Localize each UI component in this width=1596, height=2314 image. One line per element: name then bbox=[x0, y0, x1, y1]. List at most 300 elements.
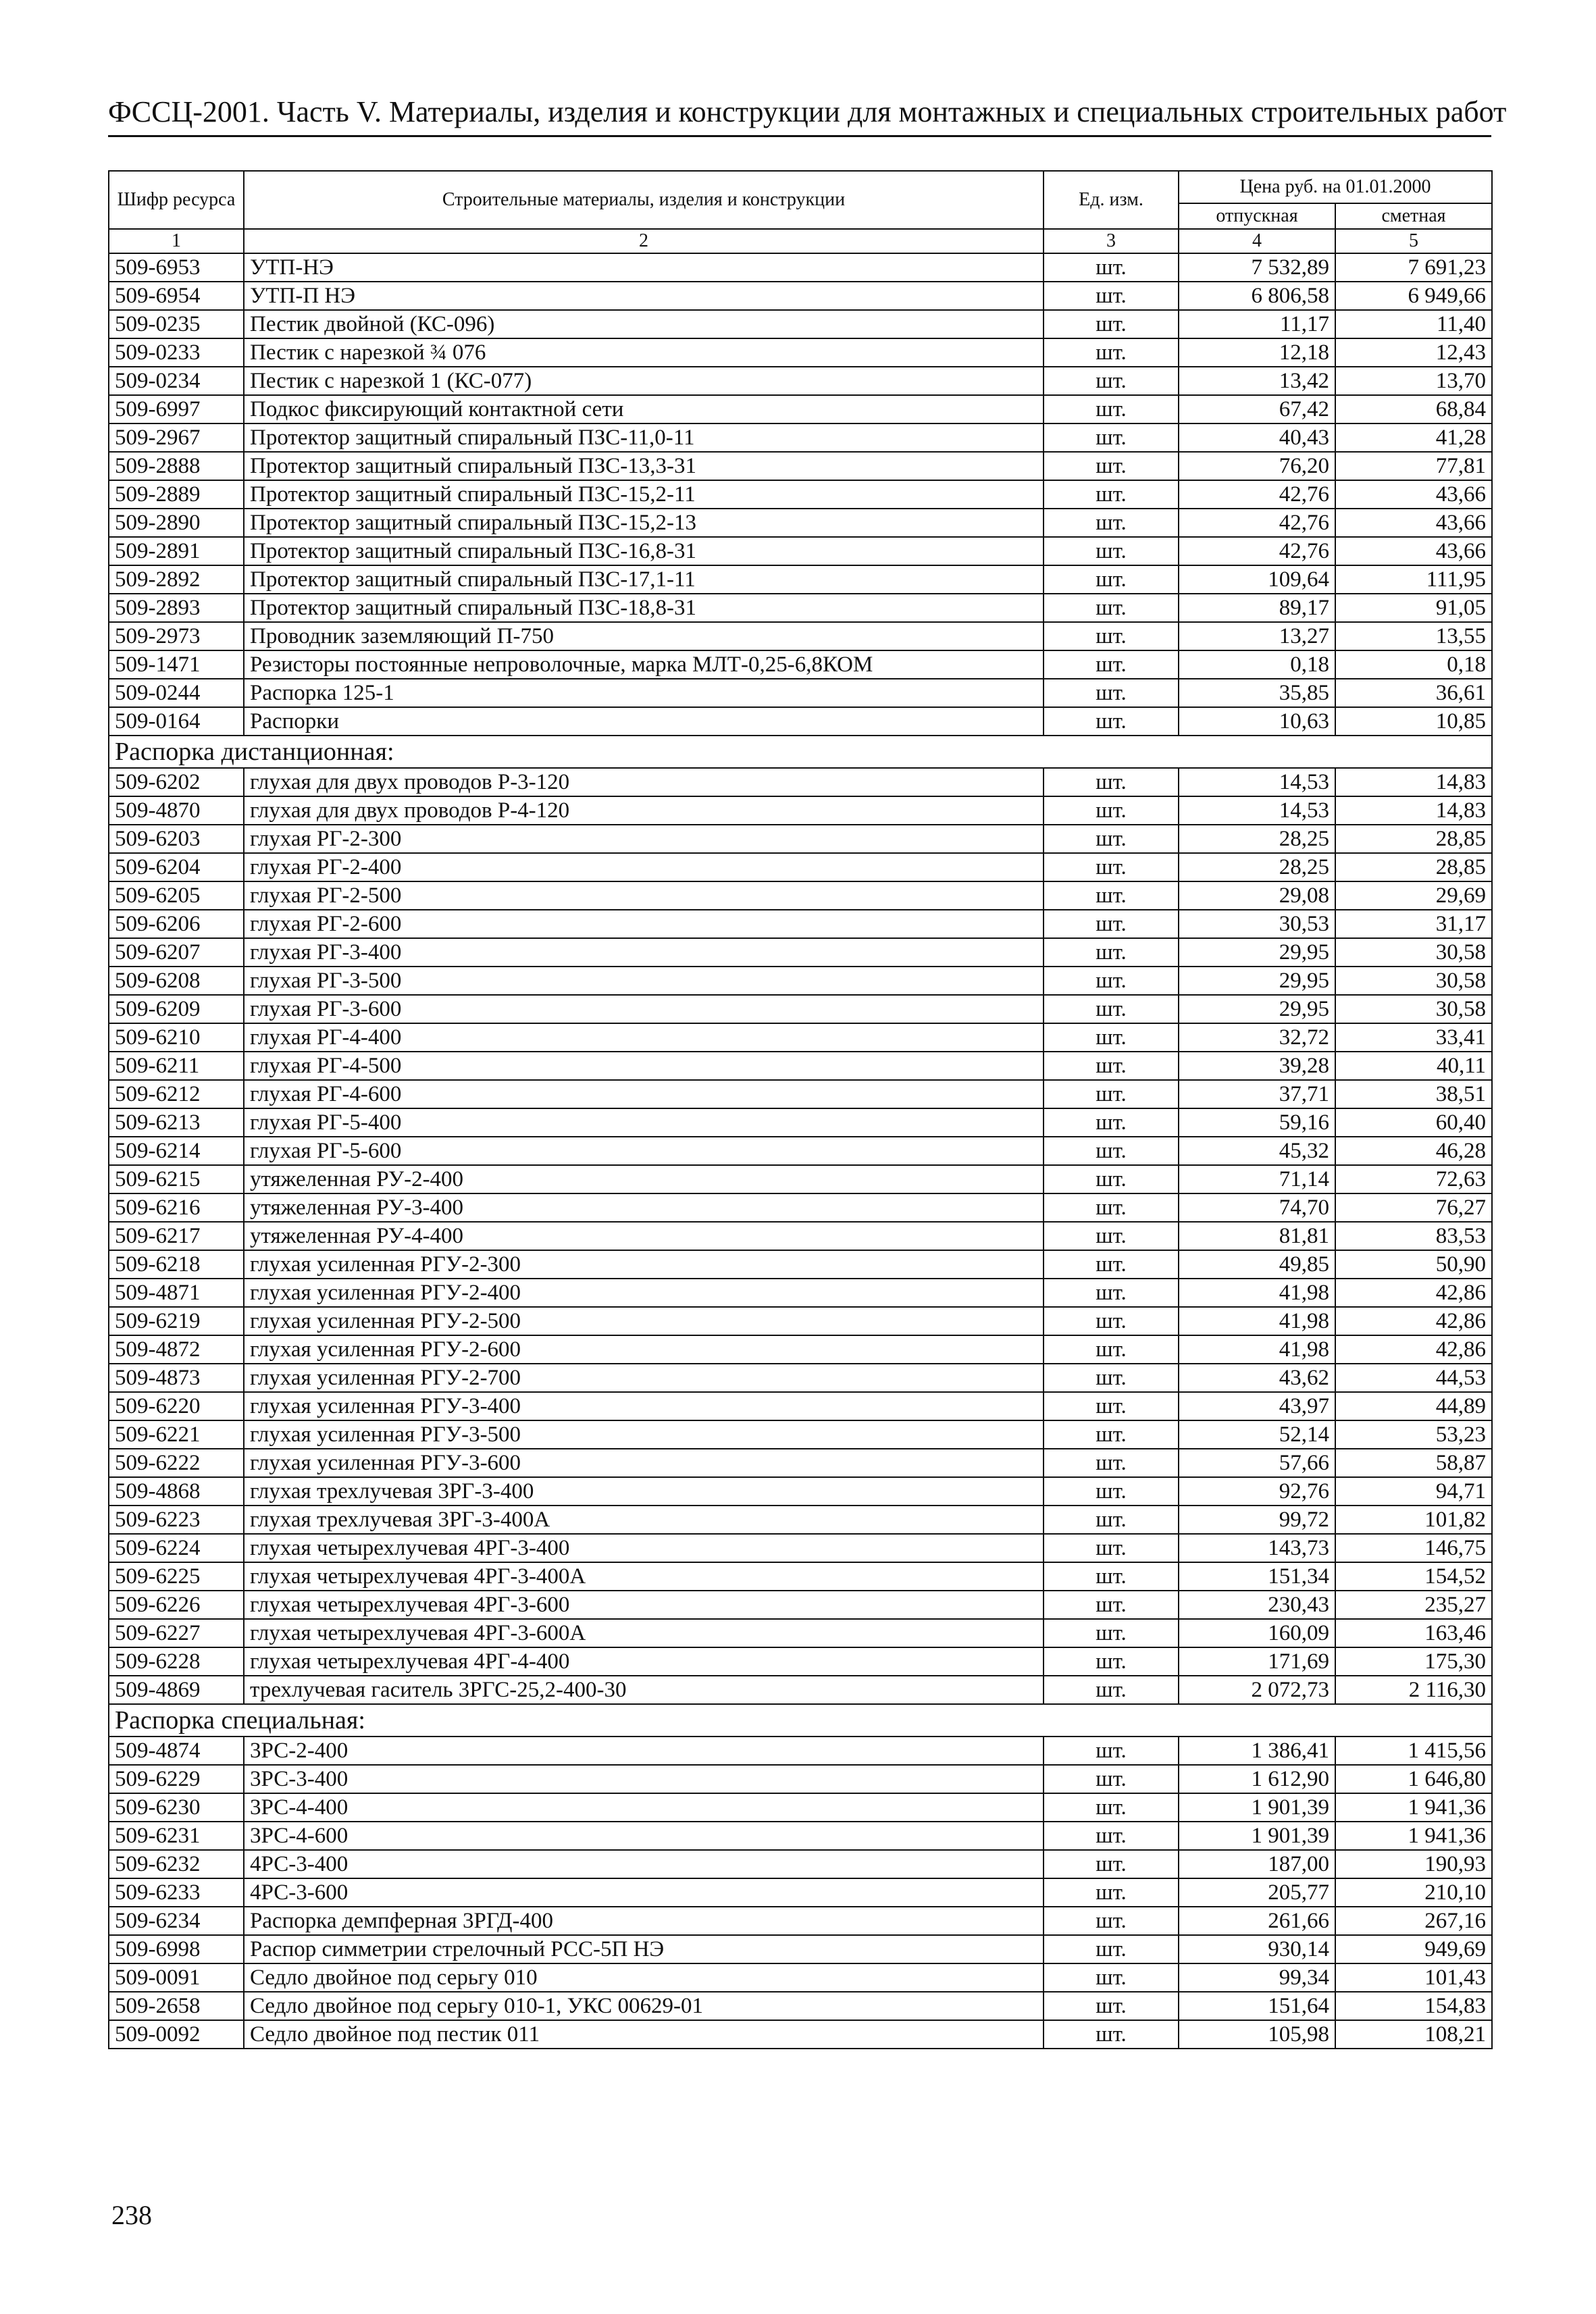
estimate-price: 1 941,36 bbox=[1335, 1822, 1492, 1850]
estimate-price: 0,18 bbox=[1335, 650, 1492, 679]
estimate-price: 154,83 bbox=[1335, 1992, 1492, 2020]
release-price: 59,16 bbox=[1179, 1108, 1335, 1137]
resource-code: 509-6207 bbox=[109, 938, 244, 967]
resource-code: 509-6224 bbox=[109, 1534, 244, 1562]
estimate-price: 43,66 bbox=[1335, 537, 1492, 565]
table-row bbox=[109, 367, 1492, 395]
table-row bbox=[109, 310, 1492, 338]
material-name: глухая РГ-4-600 bbox=[244, 1080, 1044, 1108]
material-name: глухая трехлучевая 3РГ-3-400 bbox=[244, 1477, 1044, 1506]
release-price: 49,85 bbox=[1179, 1250, 1335, 1279]
release-price: 89,17 bbox=[1179, 594, 1335, 622]
estimate-price: 267,16 bbox=[1335, 1907, 1492, 1935]
material-name: глухая РГ-5-600 bbox=[244, 1137, 1044, 1165]
unit-of-measure: шт. bbox=[1044, 1850, 1179, 1878]
release-price: 1 386,41 bbox=[1179, 1737, 1335, 1765]
table-row bbox=[109, 1420, 1492, 1449]
estimate-price: 83,53 bbox=[1335, 1222, 1492, 1250]
resource-code: 509-2891 bbox=[109, 537, 244, 565]
resource-code: 509-0092 bbox=[109, 2020, 244, 2049]
release-price: 10,63 bbox=[1179, 707, 1335, 736]
resource-code: 509-6222 bbox=[109, 1449, 244, 1477]
resource-code: 509-6219 bbox=[109, 1307, 244, 1335]
unit-of-measure: шт. bbox=[1044, 796, 1179, 825]
resource-code: 509-6211 bbox=[109, 1052, 244, 1080]
column-number: 5 bbox=[1335, 229, 1492, 253]
material-name: глухая РГ-4-400 bbox=[244, 1023, 1044, 1052]
resource-code: 509-0235 bbox=[109, 310, 244, 338]
material-name: Пестик с нарезкой 1 (КС-077) bbox=[244, 367, 1044, 395]
unit-of-measure: шт. bbox=[1044, 1506, 1179, 1534]
release-price: 30,53 bbox=[1179, 910, 1335, 938]
table-row bbox=[109, 622, 1492, 650]
table-row bbox=[109, 650, 1492, 679]
estimate-price: 60,40 bbox=[1335, 1108, 1492, 1137]
unit-of-measure: шт. bbox=[1044, 1137, 1179, 1165]
column-number: 3 bbox=[1044, 229, 1179, 253]
estimate-price: 7 691,23 bbox=[1335, 253, 1492, 282]
unit-of-measure: шт. bbox=[1044, 881, 1179, 910]
unit-of-measure: шт. bbox=[1044, 995, 1179, 1023]
table-row bbox=[109, 2020, 1492, 2049]
release-price: 11,17 bbox=[1179, 310, 1335, 338]
release-price: 205,77 bbox=[1179, 1878, 1335, 1907]
table-row bbox=[109, 1822, 1492, 1850]
column-number: 4 bbox=[1179, 229, 1335, 253]
resource-code: 509-6225 bbox=[109, 1562, 244, 1591]
material-name: Протектор защитный спиральный ПЗС-15,2-11 bbox=[244, 480, 1044, 509]
table-row bbox=[109, 480, 1492, 509]
unit-of-measure: шт. bbox=[1044, 537, 1179, 565]
release-price: 92,76 bbox=[1179, 1477, 1335, 1506]
table-row bbox=[109, 1250, 1492, 1279]
unit-of-measure: шт. bbox=[1044, 509, 1179, 537]
table-row bbox=[109, 938, 1492, 967]
resource-code: 509-2967 bbox=[109, 423, 244, 452]
unit-of-measure: шт. bbox=[1044, 1023, 1179, 1052]
estimate-price: 10,85 bbox=[1335, 707, 1492, 736]
resource-code: 509-6953 bbox=[109, 253, 244, 282]
estimate-price: 38,51 bbox=[1335, 1080, 1492, 1108]
estimate-price: 11,40 bbox=[1335, 310, 1492, 338]
estimate-price: 94,71 bbox=[1335, 1477, 1492, 1506]
estimate-price: 28,85 bbox=[1335, 825, 1492, 853]
unit-of-measure: шт. bbox=[1044, 338, 1179, 367]
unit-of-measure: шт. bbox=[1044, 1591, 1179, 1619]
material-name: глухая РГ-2-400 bbox=[244, 853, 1044, 881]
material-name: 3РС-4-400 bbox=[244, 1793, 1044, 1822]
col-code-header: Шифр ресурса bbox=[109, 171, 244, 229]
release-price: 2 072,73 bbox=[1179, 1676, 1335, 1704]
unit-of-measure: шт. bbox=[1044, 1307, 1179, 1335]
resource-code: 509-6218 bbox=[109, 1250, 244, 1279]
unit-of-measure: шт. bbox=[1044, 1250, 1179, 1279]
resource-code: 509-0233 bbox=[109, 338, 244, 367]
release-price: 930,14 bbox=[1179, 1935, 1335, 1963]
resource-code: 509-4873 bbox=[109, 1364, 244, 1392]
estimate-price: 43,66 bbox=[1335, 480, 1492, 509]
section-row bbox=[109, 1704, 1492, 1737]
material-name: Распорка 125-1 bbox=[244, 679, 1044, 707]
estimate-price: 29,69 bbox=[1335, 881, 1492, 910]
material-name: глухая усиленная РГУ-2-400 bbox=[244, 1279, 1044, 1307]
resource-code: 509-6229 bbox=[109, 1765, 244, 1793]
estimate-price: 44,89 bbox=[1335, 1392, 1492, 1420]
estimate-price: 30,58 bbox=[1335, 938, 1492, 967]
resource-code: 509-6209 bbox=[109, 995, 244, 1023]
estimate-price: 190,93 bbox=[1335, 1850, 1492, 1878]
unit-of-measure: шт. bbox=[1044, 1822, 1179, 1850]
table-row bbox=[109, 537, 1492, 565]
material-name: глухая четырехлучевая 4РГ-3-400А bbox=[244, 1562, 1044, 1591]
resource-code: 509-6233 bbox=[109, 1878, 244, 1907]
section-title: Распорка дистанционная: bbox=[109, 736, 1492, 768]
material-name: Седло двойное под пестик 011 bbox=[244, 2020, 1044, 2049]
column-number: 2 bbox=[244, 229, 1044, 253]
release-price: 1 612,90 bbox=[1179, 1765, 1335, 1793]
release-price: 52,14 bbox=[1179, 1420, 1335, 1449]
release-price: 7 532,89 bbox=[1179, 253, 1335, 282]
material-name: Подкос фиксирующий контактной сети bbox=[244, 395, 1044, 423]
table-row bbox=[109, 282, 1492, 310]
release-price: 12,18 bbox=[1179, 338, 1335, 367]
table-row bbox=[109, 967, 1492, 995]
material-name: Протектор защитный спиральный ПЗС-11,0-11 bbox=[244, 423, 1044, 452]
table-row bbox=[109, 1449, 1492, 1477]
release-price: 29,95 bbox=[1179, 967, 1335, 995]
release-price: 6 806,58 bbox=[1179, 282, 1335, 310]
estimate-price: 154,52 bbox=[1335, 1562, 1492, 1591]
material-name: глухая РГ-3-500 bbox=[244, 967, 1044, 995]
unit-of-measure: шт. bbox=[1044, 1420, 1179, 1449]
material-name: глухая четырехлучевая 4РГ-3-600А bbox=[244, 1619, 1044, 1647]
table-row bbox=[109, 1222, 1492, 1250]
material-name: утяжеленная РУ-3-400 bbox=[244, 1193, 1044, 1222]
material-name: глухая усиленная РГУ-2-700 bbox=[244, 1364, 1044, 1392]
unit-of-measure: шт. bbox=[1044, 1907, 1179, 1935]
unit-of-measure: шт. bbox=[1044, 1193, 1179, 1222]
table-row bbox=[109, 825, 1492, 853]
release-price: 99,34 bbox=[1179, 1963, 1335, 1992]
table-row bbox=[109, 1850, 1492, 1878]
material-name: Распорка демпферная 3РГД-400 bbox=[244, 1907, 1044, 1935]
release-price: 151,64 bbox=[1179, 1992, 1335, 2020]
release-price: 28,25 bbox=[1179, 825, 1335, 853]
unit-of-measure: шт. bbox=[1044, 1878, 1179, 1907]
material-name: 4РС-3-400 bbox=[244, 1850, 1044, 1878]
unit-of-measure: шт. bbox=[1044, 910, 1179, 938]
estimate-price: 77,81 bbox=[1335, 452, 1492, 480]
resource-code: 509-6217 bbox=[109, 1222, 244, 1250]
resource-code: 509-4869 bbox=[109, 1676, 244, 1704]
unit-of-measure: шт. bbox=[1044, 253, 1179, 282]
page-number: 238 bbox=[111, 2200, 152, 2230]
material-name: Пестик двойной (КС-096) bbox=[244, 310, 1044, 338]
unit-of-measure: шт. bbox=[1044, 853, 1179, 881]
estimate-price: 108,21 bbox=[1335, 2020, 1492, 2049]
resource-code: 509-6206 bbox=[109, 910, 244, 938]
unit-of-measure: шт. bbox=[1044, 1108, 1179, 1137]
resource-code: 509-6202 bbox=[109, 768, 244, 796]
unit-of-measure: шт. bbox=[1044, 1647, 1179, 1676]
estimate-price: 1 415,56 bbox=[1335, 1737, 1492, 1765]
material-name: Пестик с нарезкой ¾ 076 bbox=[244, 338, 1044, 367]
table-row bbox=[109, 1023, 1492, 1052]
estimate-price: 72,63 bbox=[1335, 1165, 1492, 1193]
unit-of-measure: шт. bbox=[1044, 1793, 1179, 1822]
release-price: 81,81 bbox=[1179, 1222, 1335, 1250]
material-name: глухая усиленная РГУ-3-500 bbox=[244, 1420, 1044, 1449]
unit-of-measure: шт. bbox=[1044, 1080, 1179, 1108]
material-name: Седло двойное под серьгу 010 bbox=[244, 1963, 1044, 1992]
unit-of-measure: шт. bbox=[1044, 1935, 1179, 1963]
release-price: 171,69 bbox=[1179, 1647, 1335, 1676]
unit-of-measure: шт. bbox=[1044, 1335, 1179, 1364]
estimate-price: 50,90 bbox=[1335, 1250, 1492, 1279]
resource-code: 509-6954 bbox=[109, 282, 244, 310]
material-name: утяжеленная РУ-2-400 bbox=[244, 1165, 1044, 1193]
unit-of-measure: шт. bbox=[1044, 1222, 1179, 1250]
release-price: 42,76 bbox=[1179, 509, 1335, 537]
release-price: 230,43 bbox=[1179, 1591, 1335, 1619]
estimate-price: 949,69 bbox=[1335, 1935, 1492, 1963]
unit-of-measure: шт. bbox=[1044, 650, 1179, 679]
material-name: глухая усиленная РГУ-3-400 bbox=[244, 1392, 1044, 1420]
release-price: 28,25 bbox=[1179, 853, 1335, 881]
material-name: УТП-НЭ bbox=[244, 253, 1044, 282]
table-row bbox=[109, 881, 1492, 910]
estimate-price: 1 646,80 bbox=[1335, 1765, 1492, 1793]
release-price: 67,42 bbox=[1179, 395, 1335, 423]
release-price: 99,72 bbox=[1179, 1506, 1335, 1534]
resource-code: 509-2893 bbox=[109, 594, 244, 622]
table-row bbox=[109, 1591, 1492, 1619]
unit-of-measure: шт. bbox=[1044, 1619, 1179, 1647]
release-price: 35,85 bbox=[1179, 679, 1335, 707]
resource-code: 509-6203 bbox=[109, 825, 244, 853]
resource-code: 509-6214 bbox=[109, 1137, 244, 1165]
table-row bbox=[109, 768, 1492, 796]
resource-code: 509-6998 bbox=[109, 1935, 244, 1963]
unit-of-measure: шт. bbox=[1044, 310, 1179, 338]
page-header: ФССЦ-2001. Часть V. Материалы, изделия и конструкции для монтажных и специальных строительных работ bbox=[108, 93, 1491, 137]
release-price: 76,20 bbox=[1179, 452, 1335, 480]
unit-of-measure: шт. bbox=[1044, 1449, 1179, 1477]
release-price: 29,95 bbox=[1179, 938, 1335, 967]
table-row bbox=[109, 1335, 1492, 1364]
material-name: глухая усиленная РГУ-2-300 bbox=[244, 1250, 1044, 1279]
unit-of-measure: шт. bbox=[1044, 1165, 1179, 1193]
table-row bbox=[109, 1193, 1492, 1222]
release-price: 45,32 bbox=[1179, 1137, 1335, 1165]
material-name: Резисторы постоянные непроволочные, марка МЛТ-0,25-6,8КОМ bbox=[244, 650, 1044, 679]
estimate-price: 14,83 bbox=[1335, 796, 1492, 825]
material-name: глухая для двух проводов Р-3-120 bbox=[244, 768, 1044, 796]
unit-of-measure: шт. bbox=[1044, 967, 1179, 995]
resource-code: 509-6232 bbox=[109, 1850, 244, 1878]
material-name: глухая РГ-3-600 bbox=[244, 995, 1044, 1023]
estimate-price: 163,46 bbox=[1335, 1619, 1492, 1647]
release-price: 105,98 bbox=[1179, 2020, 1335, 2049]
table-row bbox=[109, 1477, 1492, 1506]
table-row bbox=[109, 1647, 1492, 1676]
estimate-price: 33,41 bbox=[1335, 1023, 1492, 1052]
resource-code: 509-2888 bbox=[109, 452, 244, 480]
table-row bbox=[109, 1676, 1492, 1704]
estimate-price: 2 116,30 bbox=[1335, 1676, 1492, 1704]
estimate-price: 111,95 bbox=[1335, 565, 1492, 594]
release-price: 143,73 bbox=[1179, 1534, 1335, 1562]
table-row bbox=[109, 338, 1492, 367]
release-price: 40,43 bbox=[1179, 423, 1335, 452]
col-release-header: отпускная bbox=[1179, 203, 1335, 229]
table-row bbox=[109, 1052, 1492, 1080]
estimate-price: 42,86 bbox=[1335, 1335, 1492, 1364]
resource-code: 509-0244 bbox=[109, 679, 244, 707]
estimate-price: 40,11 bbox=[1335, 1052, 1492, 1080]
material-name: Проводник заземляющий П-750 bbox=[244, 622, 1044, 650]
resource-code: 509-6234 bbox=[109, 1907, 244, 1935]
resource-code: 509-6231 bbox=[109, 1822, 244, 1850]
material-name: 3РС-2-400 bbox=[244, 1737, 1044, 1765]
resource-code: 509-6220 bbox=[109, 1392, 244, 1420]
resource-code: 509-2973 bbox=[109, 622, 244, 650]
material-name: Распорки bbox=[244, 707, 1044, 736]
unit-of-measure: шт. bbox=[1044, 423, 1179, 452]
table-row bbox=[109, 1534, 1492, 1562]
material-name: Протектор защитный спиральный ПЗС-15,2-13 bbox=[244, 509, 1044, 537]
resource-code: 509-0234 bbox=[109, 367, 244, 395]
unit-of-measure: шт. bbox=[1044, 565, 1179, 594]
estimate-price: 14,83 bbox=[1335, 768, 1492, 796]
material-name: глухая РГ-2-600 bbox=[244, 910, 1044, 938]
unit-of-measure: шт. bbox=[1044, 1052, 1179, 1080]
resource-code: 509-4874 bbox=[109, 1737, 244, 1765]
unit-of-measure: шт. bbox=[1044, 622, 1179, 650]
material-name: утяжеленная РУ-4-400 bbox=[244, 1222, 1044, 1250]
resource-code: 509-6226 bbox=[109, 1591, 244, 1619]
estimate-price: 68,84 bbox=[1335, 395, 1492, 423]
resource-code: 509-4872 bbox=[109, 1335, 244, 1364]
resource-code: 509-6205 bbox=[109, 881, 244, 910]
unit-of-measure: шт. bbox=[1044, 938, 1179, 967]
estimate-price: 58,87 bbox=[1335, 1449, 1492, 1477]
unit-of-measure: шт. bbox=[1044, 1676, 1179, 1704]
table-row bbox=[109, 1364, 1492, 1392]
release-price: 14,53 bbox=[1179, 796, 1335, 825]
estimate-price: 53,23 bbox=[1335, 1420, 1492, 1449]
resource-code: 509-6204 bbox=[109, 853, 244, 881]
material-name: Седло двойное под серьгу 010-1, УКС 00629-01 bbox=[244, 1992, 1044, 2020]
estimate-price: 46,28 bbox=[1335, 1137, 1492, 1165]
resource-code: 509-6223 bbox=[109, 1506, 244, 1534]
unit-of-measure: шт. bbox=[1044, 480, 1179, 509]
material-name: Протектор защитный спиральный ПЗС-17,1-11 bbox=[244, 565, 1044, 594]
release-price: 13,27 bbox=[1179, 622, 1335, 650]
material-name: трехлучевая гаситель 3РГС-25,2-400-30 bbox=[244, 1676, 1044, 1704]
section-title: Распорка специальная: bbox=[109, 1704, 1492, 1737]
table-row bbox=[109, 796, 1492, 825]
estimate-price: 42,86 bbox=[1335, 1279, 1492, 1307]
material-name: УТП-П НЭ bbox=[244, 282, 1044, 310]
release-price: 41,98 bbox=[1179, 1307, 1335, 1335]
section-row bbox=[109, 736, 1492, 768]
col-estimate-header: сметная bbox=[1335, 203, 1492, 229]
material-name: Протектор защитный спиральный ПЗС-18,8-31 bbox=[244, 594, 1044, 622]
estimate-price: 44,53 bbox=[1335, 1364, 1492, 1392]
release-price: 14,53 bbox=[1179, 768, 1335, 796]
resource-code: 509-6212 bbox=[109, 1080, 244, 1108]
release-price: 41,98 bbox=[1179, 1279, 1335, 1307]
estimate-price: 43,66 bbox=[1335, 509, 1492, 537]
estimate-price: 42,86 bbox=[1335, 1307, 1492, 1335]
resource-code: 509-0164 bbox=[109, 707, 244, 736]
resource-code: 509-2889 bbox=[109, 480, 244, 509]
table-row bbox=[109, 1907, 1492, 1935]
material-name: глухая усиленная РГУ-3-600 bbox=[244, 1449, 1044, 1477]
table-row bbox=[109, 1619, 1492, 1647]
resource-code: 509-6997 bbox=[109, 395, 244, 423]
estimate-price: 6 949,66 bbox=[1335, 282, 1492, 310]
table-row bbox=[109, 565, 1492, 594]
estimate-price: 36,61 bbox=[1335, 679, 1492, 707]
table-row bbox=[109, 594, 1492, 622]
unit-of-measure: шт. bbox=[1044, 1737, 1179, 1765]
release-price: 32,72 bbox=[1179, 1023, 1335, 1052]
release-price: 39,28 bbox=[1179, 1052, 1335, 1080]
resource-code: 509-2892 bbox=[109, 565, 244, 594]
col-price-header: Цена руб. на 01.01.2000 bbox=[1179, 171, 1492, 203]
release-price: 187,00 bbox=[1179, 1850, 1335, 1878]
estimate-price: 210,10 bbox=[1335, 1878, 1492, 1907]
resource-code: 509-6216 bbox=[109, 1193, 244, 1222]
unit-of-measure: шт. bbox=[1044, 1364, 1179, 1392]
col-name-header: Строительные материалы, изделия и конструкции bbox=[244, 171, 1044, 229]
table-row bbox=[109, 707, 1492, 736]
table-row bbox=[109, 1793, 1492, 1822]
estimate-price: 13,70 bbox=[1335, 367, 1492, 395]
estimate-price: 1 941,36 bbox=[1335, 1793, 1492, 1822]
unit-of-measure: шт. bbox=[1044, 825, 1179, 853]
table-row bbox=[109, 1963, 1492, 1992]
release-price: 1 901,39 bbox=[1179, 1822, 1335, 1850]
material-name: глухая четырехлучевая 4РГ-3-400 bbox=[244, 1534, 1044, 1562]
estimate-price: 13,55 bbox=[1335, 622, 1492, 650]
material-name: 4РС-3-600 bbox=[244, 1878, 1044, 1907]
resource-code: 509-6221 bbox=[109, 1420, 244, 1449]
resource-code: 509-6215 bbox=[109, 1165, 244, 1193]
release-price: 1 901,39 bbox=[1179, 1793, 1335, 1822]
unit-of-measure: шт. bbox=[1044, 452, 1179, 480]
release-price: 37,71 bbox=[1179, 1080, 1335, 1108]
unit-of-measure: шт. bbox=[1044, 679, 1179, 707]
release-price: 42,76 bbox=[1179, 537, 1335, 565]
resource-code: 509-0091 bbox=[109, 1963, 244, 1992]
unit-of-measure: шт. bbox=[1044, 1562, 1179, 1591]
estimate-price: 101,43 bbox=[1335, 1963, 1492, 1992]
table-row bbox=[109, 1737, 1492, 1765]
resource-code: 509-6230 bbox=[109, 1793, 244, 1822]
unit-of-measure: шт. bbox=[1044, 395, 1179, 423]
unit-of-measure: шт. bbox=[1044, 1279, 1179, 1307]
estimate-price: 12,43 bbox=[1335, 338, 1492, 367]
resource-code: 509-6210 bbox=[109, 1023, 244, 1052]
unit-of-measure: шт. bbox=[1044, 1534, 1179, 1562]
estimate-price: 91,05 bbox=[1335, 594, 1492, 622]
unit-of-measure: шт. bbox=[1044, 1992, 1179, 2020]
table-row bbox=[109, 1765, 1492, 1793]
release-price: 43,97 bbox=[1179, 1392, 1335, 1420]
